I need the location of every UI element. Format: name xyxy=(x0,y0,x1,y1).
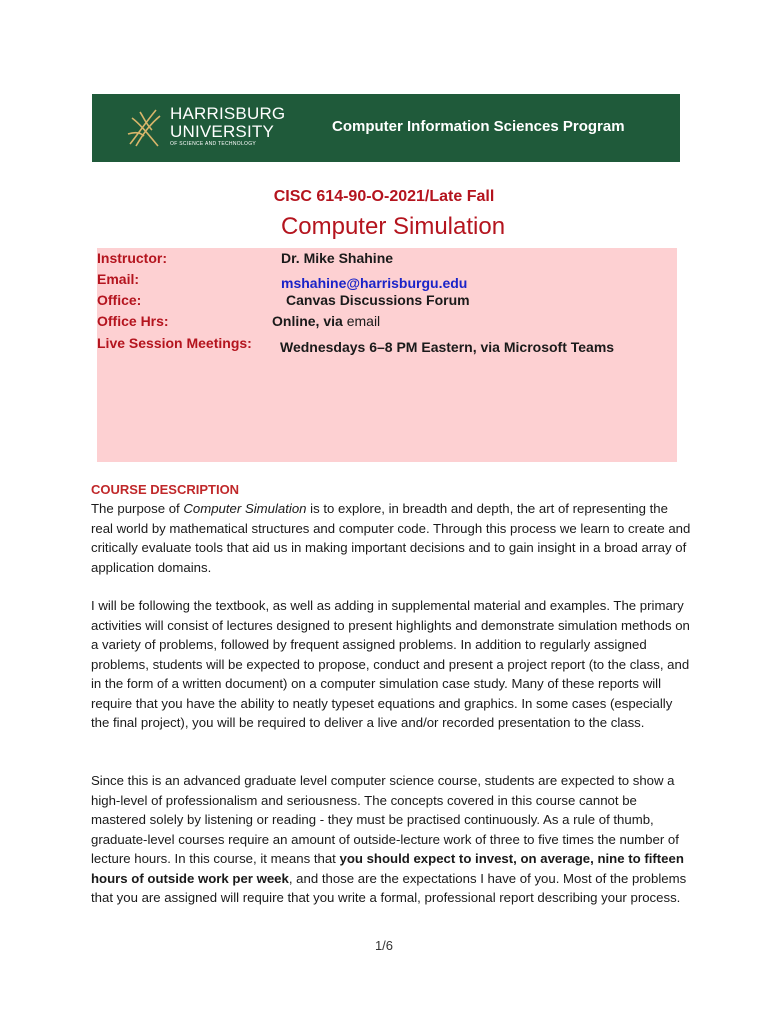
instructor-label: Instructor: xyxy=(97,250,167,266)
paragraph-1 xyxy=(91,499,691,577)
leaf-emblem-icon xyxy=(126,106,166,150)
p1-text-a: The purpose of xyxy=(91,501,184,516)
section-heading: COURSE DESCRIPTION xyxy=(91,482,240,497)
office-hours-label: Office Hrs: xyxy=(97,313,169,329)
office-hours-value xyxy=(272,313,380,329)
p1-text-b: is to explore, in breadth and depth, the art of representing the real world by mathematical structures and computer code. Through this process we learn to create and critically evaluate tools that aid us in making important decisions and to gain insight in a broad array of application domains. xyxy=(91,501,691,575)
office-label: Office: xyxy=(97,292,142,308)
paragraph-3 xyxy=(91,771,691,908)
live-session-value: Wednesdays 6–8 PM Eastern, via Microsoft Teams xyxy=(280,339,615,355)
p2-text: I will be following the textbook, as well as adding in supplemental material and examples. The primary activities will consist of lectures designed to present highlights and demonstrate simulation methods on a variety of problems, followed by frequent assigned problems. In addition to regularly assigned problems, students will be expected to propose, conduct and present a project report (to the class, and in the form of a written document) on a computer simulation case study. Many of these reports will require that you have the ability to neatly typeset equations and graphics. In some cases (especially the final project), you will be required to deliver a live and/or recorded presentation to the class. xyxy=(91,598,690,730)
p3-text-b: , and those are the expectations I have of you. Most of the problems that you are assigned will require that you write a formal, professional report describing your process. xyxy=(91,870,687,905)
paragraph-2 xyxy=(91,596,691,733)
logo-line-3: OF SCIENCE AND TECHNOLOGY xyxy=(170,141,257,147)
instructor-name: Dr. Mike Shahine xyxy=(281,250,394,266)
header-banner xyxy=(92,94,680,162)
p3-strong: you should expect to invest, on average, nine to fifteen hours of outside work per week xyxy=(91,851,684,886)
course-code: CISC 614-90-O-2021/Late Fall xyxy=(273,188,495,205)
program-name: Computer Information Sciences Program xyxy=(332,118,625,135)
university-logo xyxy=(126,104,286,154)
office-hours-suffix: email xyxy=(346,313,381,329)
email-label: Email: xyxy=(97,271,140,287)
live-session-label: Live Session Meetings: xyxy=(97,335,252,351)
logo-wordmark xyxy=(170,105,285,148)
page-number: 1/6 xyxy=(374,938,394,953)
email-link[interactable]: mshahine@harrisburgu.edu xyxy=(281,275,468,291)
p3-text-a: Since this is an advanced graduate level computer science course, students are expected to show a high-level of professionalism and seriousness. The concepts covered in this course cannot be mastered solely by listening or reading - they must be practised continuously. As a rule of thumb, graduate-level courses require an amount of outside-lecture work of three to five times the number of lecture hours. In this course, it means that xyxy=(91,773,679,866)
office-value: Canvas Discussions Forum xyxy=(286,292,470,308)
logo-line-2: UNIVERSITY xyxy=(170,122,275,141)
course-title: Computer Simulation xyxy=(280,213,506,240)
logo-line-1: HARRISBURG xyxy=(170,104,286,123)
office-hours-prefix: Online, via xyxy=(272,313,343,329)
p1-emphasis: Computer Simulation xyxy=(183,501,307,516)
